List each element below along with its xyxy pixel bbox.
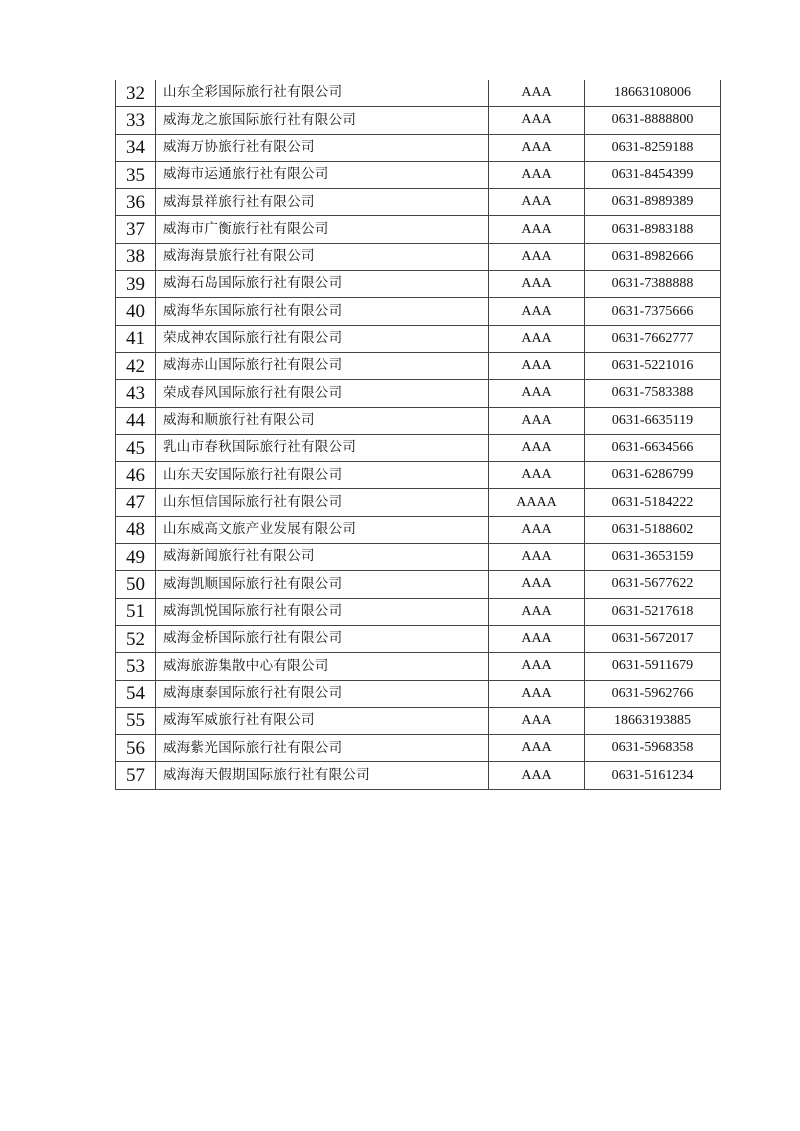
agency-name: 威海康泰国际旅行社有限公司 [156,680,489,707]
agency-grade: AAA [489,571,585,598]
table-row [116,598,721,625]
table-row [116,134,721,161]
row-number: 54 [116,680,156,707]
agency-name: 荣成神农国际旅行社有限公司 [156,325,489,352]
table-row [116,516,721,543]
agency-grade: AAA [489,325,585,352]
agency-name: 威海赤山国际旅行社有限公司 [156,352,489,379]
agency-name: 山东天安国际旅行社有限公司 [156,462,489,489]
agency-name: 山东全彩国际旅行社有限公司 [156,80,489,107]
table-row [116,380,721,407]
table-row [116,707,721,734]
agency-grade: AAA [489,707,585,734]
agency-name: 威海凯悦国际旅行社有限公司 [156,598,489,625]
agency-phone: 0631-7375666 [585,298,721,325]
row-number: 42 [116,352,156,379]
table-row [116,653,721,680]
agency-grade: AAA [489,434,585,461]
agency-name: 威海市运通旅行社有限公司 [156,161,489,188]
agency-name: 威海石岛国际旅行社有限公司 [156,271,489,298]
table-row [116,80,721,107]
agency-phone: 0631-5911679 [585,653,721,680]
agency-phone: 0631-5217618 [585,598,721,625]
agency-phone: 0631-5677622 [585,571,721,598]
agency-phone: 0631-7662777 [585,325,721,352]
agency-name: 威海军威旅行社有限公司 [156,707,489,734]
row-number: 37 [116,216,156,243]
agency-phone: 0631-8454399 [585,161,721,188]
agency-name: 荣成春风国际旅行社有限公司 [156,380,489,407]
agency-grade: AAA [489,80,585,107]
agency-grade: AAA [489,298,585,325]
agency-grade: AAA [489,544,585,571]
agency-grade: AAA [489,243,585,270]
table-row [116,325,721,352]
table-row [116,625,721,652]
row-number: 34 [116,134,156,161]
row-number: 43 [116,380,156,407]
agency-name: 威海新闻旅行社有限公司 [156,544,489,571]
agency-phone: 0631-6634566 [585,434,721,461]
table-row [116,489,721,516]
row-number: 46 [116,462,156,489]
agency-grade: AAA [489,735,585,762]
agency-name: 威海市广衡旅行社有限公司 [156,216,489,243]
table-row [116,107,721,134]
agency-name: 威海海景旅行社有限公司 [156,243,489,270]
agency-name: 威海和顺旅行社有限公司 [156,407,489,434]
agency-phone: 18663108006 [585,80,721,107]
agency-name: 山东威高文旅产业发展有限公司 [156,516,489,543]
table-row [116,352,721,379]
agency-grade: AAA [489,598,585,625]
table-row [116,216,721,243]
agency-grade: AAA [489,134,585,161]
table-row [116,298,721,325]
agency-phone: 0631-7388888 [585,271,721,298]
row-number: 35 [116,161,156,188]
agency-grade: AAA [489,653,585,680]
agency-phone: 0631-8982666 [585,243,721,270]
table-row [116,735,721,762]
table-row [116,680,721,707]
agency-name: 威海景祥旅行社有限公司 [156,189,489,216]
agency-name: 山东恒信国际旅行社有限公司 [156,489,489,516]
row-number: 33 [116,107,156,134]
agency-phone: 0631-8888800 [585,107,721,134]
agency-phone: 0631-5962766 [585,680,721,707]
agency-name: 威海金桥国际旅行社有限公司 [156,625,489,652]
table-row [116,544,721,571]
row-number: 39 [116,271,156,298]
agency-grade: AAA [489,380,585,407]
row-number: 52 [116,625,156,652]
row-number: 36 [116,189,156,216]
agency-phone: 0631-8983188 [585,216,721,243]
row-number: 55 [116,707,156,734]
agency-grade: AAA [489,189,585,216]
agency-grade: AAA [489,516,585,543]
agency-phone: 0631-7583388 [585,380,721,407]
agency-table-body [116,80,721,789]
agency-phone: 0631-8259188 [585,134,721,161]
agency-grade: AAAA [489,489,585,516]
table-row [116,243,721,270]
row-number: 38 [116,243,156,270]
row-number: 48 [116,516,156,543]
agency-grade: AAA [489,625,585,652]
agency-grade: AAA [489,352,585,379]
agency-grade: AAA [489,107,585,134]
agency-grade: AAA [489,216,585,243]
table-row [116,161,721,188]
agency-phone: 18663193885 [585,707,721,734]
agency-phone: 0631-6635119 [585,407,721,434]
agency-grade: AAA [489,161,585,188]
agency-grade: AAA [489,762,585,789]
row-number: 56 [116,735,156,762]
row-number: 51 [116,598,156,625]
agency-table [115,80,721,790]
agency-phone: 0631-5968358 [585,735,721,762]
agency-grade: AAA [489,680,585,707]
row-number: 57 [116,762,156,789]
agency-phone: 0631-3653159 [585,544,721,571]
row-number: 44 [116,407,156,434]
table-row [116,189,721,216]
agency-name: 威海海天假期国际旅行社有限公司 [156,762,489,789]
table-row [116,571,721,598]
row-number: 40 [116,298,156,325]
agency-phone: 0631-5672017 [585,625,721,652]
table-row [116,762,721,789]
agency-name: 威海紫光国际旅行社有限公司 [156,735,489,762]
table-row [116,271,721,298]
agency-phone: 0631-5184222 [585,489,721,516]
agency-phone: 0631-6286799 [585,462,721,489]
agency-name: 威海龙之旅国际旅行社有限公司 [156,107,489,134]
row-number: 49 [116,544,156,571]
row-number: 50 [116,571,156,598]
agency-name: 威海万协旅行社有限公司 [156,134,489,161]
row-number: 53 [116,653,156,680]
agency-grade: AAA [489,271,585,298]
row-number: 47 [116,489,156,516]
agency-name: 威海华东国际旅行社有限公司 [156,298,489,325]
agency-grade: AAA [489,407,585,434]
row-number: 32 [116,80,156,107]
table-row [116,462,721,489]
agency-phone: 0631-5161234 [585,762,721,789]
agency-phone: 0631-8989389 [585,189,721,216]
agency-grade: AAA [489,462,585,489]
agency-name: 威海旅游集散中心有限公司 [156,653,489,680]
table-row [116,407,721,434]
row-number: 45 [116,434,156,461]
agency-phone: 0631-5188602 [585,516,721,543]
agency-name: 威海凯顺国际旅行社有限公司 [156,571,489,598]
agency-name: 乳山市春秋国际旅行社有限公司 [156,434,489,461]
agency-phone: 0631-5221016 [585,352,721,379]
table-row [116,434,721,461]
row-number: 41 [116,325,156,352]
